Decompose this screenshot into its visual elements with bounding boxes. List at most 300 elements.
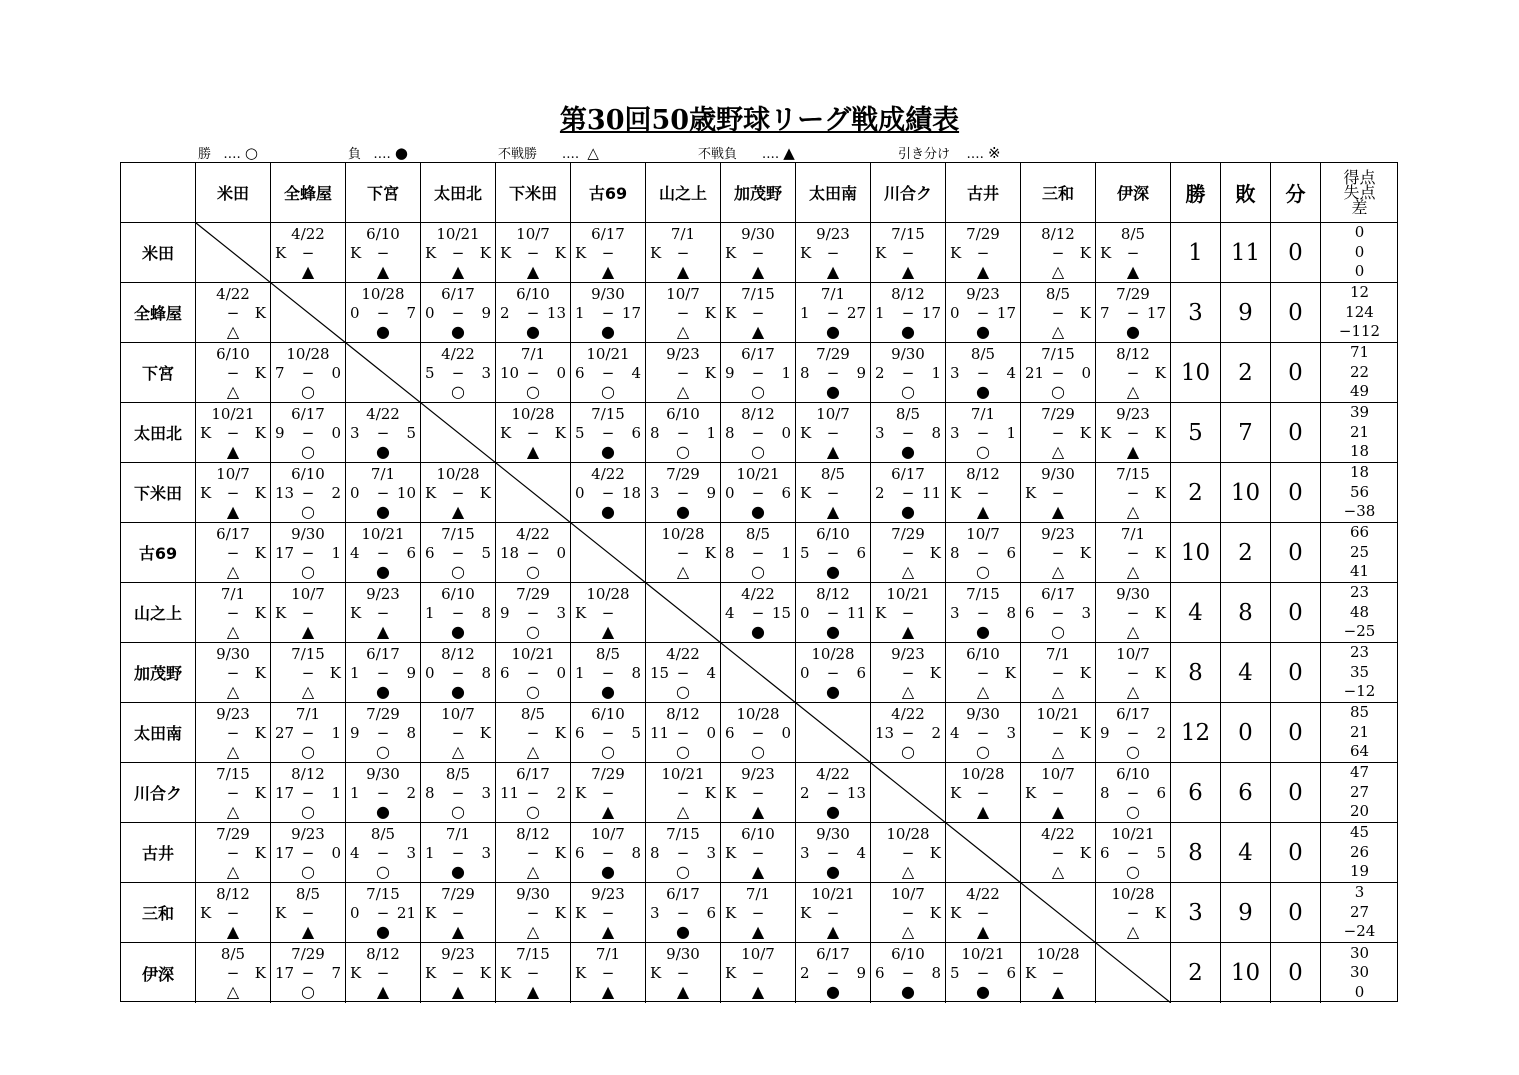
- game-date: 8/12: [216, 885, 250, 903]
- score-dash: −: [376, 544, 390, 562]
- game-date: 6/17: [291, 405, 325, 423]
- result-mark: ▲: [976, 502, 990, 521]
- game-date: 10/7: [216, 465, 250, 483]
- score-dash: −: [526, 604, 540, 622]
- score-dash: −: [1126, 304, 1140, 322]
- team-allowed: 48: [1349, 602, 1370, 621]
- game-date: 4/22: [741, 585, 775, 603]
- score-dash: −: [376, 964, 390, 982]
- game-date: 8/5: [745, 525, 771, 543]
- score-home: 3: [950, 424, 960, 442]
- game-date: 7/15: [966, 585, 1000, 603]
- result-mark: △: [226, 862, 240, 881]
- score-dash: −: [451, 484, 465, 502]
- team-scored: 47: [1349, 763, 1370, 782]
- score-home: 3: [350, 424, 360, 442]
- score-home: 1: [575, 304, 585, 322]
- score-home: K: [650, 244, 662, 262]
- result-mark: ▲: [976, 262, 990, 281]
- result-mark: △: [526, 922, 540, 941]
- game-date: 8/5: [895, 405, 921, 423]
- score-away: K: [554, 244, 566, 262]
- team-diff: −12: [1343, 682, 1376, 701]
- score-home: 8: [650, 844, 660, 862]
- score-home: K: [950, 244, 962, 262]
- score-dash: −: [376, 604, 390, 622]
- game-date: 7/29: [441, 885, 475, 903]
- game-date: 6/17: [666, 885, 700, 903]
- score-away: K: [1154, 904, 1166, 922]
- score-away: 1: [781, 364, 791, 382]
- score-dash: −: [526, 664, 540, 682]
- game-date: 10/21: [736, 465, 780, 483]
- score-dash: −: [751, 964, 765, 982]
- score-away: K: [254, 304, 266, 322]
- score-away: 13: [546, 304, 566, 322]
- row-header: 太田北: [121, 403, 196, 463]
- row-header: 古井: [121, 823, 196, 883]
- game-date: 4/22: [216, 285, 250, 303]
- game-date: 10/21: [961, 945, 1005, 963]
- header-draw: 分: [1271, 163, 1321, 223]
- result-mark: △: [676, 382, 690, 401]
- game-date: 8/12: [816, 585, 850, 603]
- result-mark: △: [1126, 382, 1140, 401]
- game-date: 10/21: [811, 885, 855, 903]
- result-mark: △: [1126, 502, 1140, 521]
- result-mark: ●: [751, 622, 765, 641]
- team-scored: 71: [1349, 343, 1370, 362]
- score-away: K: [554, 844, 566, 862]
- game-date: 8/12: [366, 945, 400, 963]
- score-away: 4: [706, 664, 716, 682]
- score-away: 3: [481, 364, 491, 382]
- score-home: K: [200, 424, 212, 442]
- score-dash: −: [451, 844, 465, 862]
- team-draw: 0: [1271, 523, 1321, 583]
- game-date: 4/22: [516, 525, 550, 543]
- score-dash: −: [976, 544, 990, 562]
- team-score-diff: [1321, 823, 1398, 883]
- score-away: 9: [406, 664, 416, 682]
- result-mark: ▲: [601, 622, 615, 641]
- score-dash: −: [976, 244, 990, 262]
- game-date: 7/29: [291, 945, 325, 963]
- score-away: K: [254, 424, 266, 442]
- team-scored: 0: [1354, 223, 1365, 242]
- score-dash: −: [376, 424, 390, 442]
- game-date: 10/7: [291, 585, 325, 603]
- team-win: 8: [1171, 823, 1221, 883]
- game-date: 10/28: [361, 285, 405, 303]
- score-home: K: [575, 244, 587, 262]
- score-away: K: [254, 844, 266, 862]
- game-date: 8/5: [520, 705, 546, 723]
- team-scored: 85: [1349, 703, 1370, 722]
- game-date: 10/7: [816, 405, 850, 423]
- team-diff: 20: [1349, 802, 1370, 821]
- score-home: K: [725, 964, 737, 982]
- score-home: 7: [1100, 304, 1110, 322]
- score-away: K: [1004, 664, 1016, 682]
- result-mark: ▲: [376, 982, 390, 1001]
- game-date: 9/23: [741, 765, 775, 783]
- score-home: K: [725, 844, 737, 862]
- score-away: K: [1079, 424, 1091, 442]
- score-dash: −: [301, 724, 315, 742]
- result-mark: ○: [526, 562, 540, 581]
- game-date: 9/30: [591, 285, 625, 303]
- result-mark: ○: [376, 742, 390, 761]
- score-home: K: [1025, 784, 1037, 802]
- score-dash: −: [226, 904, 240, 922]
- game-date: 10/21: [361, 525, 405, 543]
- game-date: 8/5: [595, 645, 621, 663]
- game-date: 4/22: [891, 705, 925, 723]
- score-home: 6: [575, 844, 585, 862]
- result-mark: ▲: [451, 922, 465, 941]
- score-away: 3: [481, 784, 491, 802]
- result-mark: ▲: [301, 622, 315, 641]
- team-score-diff: [1321, 583, 1398, 643]
- score-away: 17: [1146, 304, 1166, 322]
- result-mark: ▲: [451, 262, 465, 281]
- score-home: 7: [275, 364, 285, 382]
- team-score-diff: [1321, 223, 1398, 283]
- game-date: 9/30: [966, 705, 1000, 723]
- result-mark: ●: [976, 982, 990, 1001]
- result-mark: ○: [451, 802, 465, 821]
- score-home: 0: [350, 904, 360, 922]
- score-home: 1: [800, 304, 810, 322]
- team-win: 12: [1171, 703, 1221, 763]
- result-mark: ▲: [901, 622, 915, 641]
- team-loss: 9: [1221, 283, 1271, 343]
- result-mark: ▲: [601, 802, 615, 821]
- game-date: 10/7: [741, 945, 775, 963]
- result-mark: ▲: [901, 262, 915, 281]
- score-away: 8: [931, 964, 941, 982]
- score-away: K: [929, 544, 941, 562]
- score-home: K: [350, 604, 362, 622]
- score-dash: −: [676, 484, 690, 502]
- team-score-diff: [1321, 643, 1398, 703]
- score-home: 4: [350, 844, 360, 862]
- team-diff: 0: [1354, 262, 1365, 281]
- result-mark: ○: [301, 502, 315, 521]
- game-date: 9/30: [666, 945, 700, 963]
- team-loss: 6: [1221, 763, 1271, 823]
- score-dash: −: [451, 904, 465, 922]
- score-away: 3: [1081, 604, 1091, 622]
- team-allowed: 22: [1349, 362, 1370, 381]
- team-allowed: 56: [1349, 482, 1370, 501]
- result-mark: ●: [601, 502, 615, 521]
- score-away: 6: [406, 544, 416, 562]
- score-dash: −: [301, 844, 315, 862]
- score-dash: −: [1126, 844, 1140, 862]
- score-dash: −: [976, 664, 990, 682]
- result-mark: ▲: [376, 262, 390, 281]
- header-score-diff: [1321, 163, 1398, 223]
- score-home: 0: [800, 664, 810, 682]
- column-header: 三和: [1021, 163, 1096, 223]
- result-mark: ●: [601, 322, 615, 341]
- game-date: 6/10: [891, 945, 925, 963]
- team-loss: 11: [1221, 223, 1271, 283]
- result-mark: ○: [676, 682, 690, 701]
- team-allowed: 21: [1349, 722, 1370, 741]
- team-win: 10: [1171, 343, 1221, 403]
- score-home: K: [950, 784, 962, 802]
- score-away: K: [479, 724, 491, 742]
- result-mark: ▲: [301, 922, 315, 941]
- score-dash: −: [226, 424, 240, 442]
- game-date: 7/1: [445, 825, 471, 843]
- team-draw: 0: [1271, 223, 1321, 283]
- score-dash: −: [976, 604, 990, 622]
- score-away: 4: [631, 364, 641, 382]
- result-mark: ○: [301, 382, 315, 401]
- game-date: 8/5: [1120, 225, 1146, 243]
- result-mark: ▲: [1051, 502, 1065, 521]
- score-dash: −: [601, 424, 615, 442]
- game-date: 7/1: [970, 405, 996, 423]
- result-mark: ●: [376, 322, 390, 341]
- score-away: K: [704, 364, 716, 382]
- game-date: 4/22: [966, 885, 1000, 903]
- team-diff: −38: [1343, 502, 1376, 521]
- score-away: K: [1154, 424, 1166, 442]
- score-dash: −: [826, 484, 840, 502]
- score-away: 0: [331, 424, 341, 442]
- score-home: 2: [875, 484, 885, 502]
- score-away: 11: [921, 484, 941, 502]
- score-away: 18: [621, 484, 641, 502]
- score-away: K: [1154, 544, 1166, 562]
- result-mark: △: [676, 322, 690, 341]
- score-dash: −: [226, 784, 240, 802]
- score-dash: −: [1051, 424, 1065, 442]
- result-mark: △: [526, 742, 540, 761]
- game-date: 9/30: [741, 225, 775, 243]
- game-date: 4/22: [291, 225, 325, 243]
- game-date: 10/28: [886, 825, 930, 843]
- row-header: 古69: [121, 523, 196, 583]
- score-home: 5: [950, 964, 960, 982]
- team-score-diff: [1321, 403, 1398, 463]
- score-dash: −: [451, 604, 465, 622]
- score-dash: −: [826, 544, 840, 562]
- score-away: 4: [1006, 364, 1016, 382]
- team-loss: 2: [1221, 523, 1271, 583]
- game-date: 6/17: [816, 945, 850, 963]
- team-allowed: 21: [1349, 422, 1370, 441]
- score-dash: −: [751, 724, 765, 742]
- result-mark: ○: [751, 562, 765, 581]
- game-date: 7/1: [745, 885, 771, 903]
- game-date: 7/15: [516, 945, 550, 963]
- score-home: K: [800, 424, 812, 442]
- score-away: K: [554, 904, 566, 922]
- row-header: 下宮: [121, 343, 196, 403]
- score-away: 5: [1156, 844, 1166, 862]
- score-away: K: [704, 544, 716, 562]
- score-away: 1: [331, 784, 341, 802]
- score-away: 8: [481, 604, 491, 622]
- score-home: 8: [1100, 784, 1110, 802]
- result-mark: ●: [826, 802, 840, 821]
- result-mark: ▲: [751, 922, 765, 941]
- score-dash: −: [451, 304, 465, 322]
- score-dash: −: [826, 844, 840, 862]
- result-mark: ●: [601, 442, 615, 461]
- score-dash: −: [751, 904, 765, 922]
- team-win: 2: [1171, 943, 1221, 1003]
- result-mark: ▲: [826, 442, 840, 461]
- score-away: K: [554, 424, 566, 442]
- game-date: 6/10: [516, 285, 550, 303]
- result-mark: △: [976, 682, 990, 701]
- game-date: 10/28: [511, 405, 555, 423]
- score-home: 15: [650, 664, 670, 682]
- game-date: 10/28: [436, 465, 480, 483]
- score-home: 3: [875, 424, 885, 442]
- result-mark: ●: [901, 442, 915, 461]
- score-away: K: [704, 304, 716, 322]
- score-dash: −: [676, 724, 690, 742]
- game-date: 6/10: [441, 585, 475, 603]
- score-home: K: [500, 964, 512, 982]
- score-home: 1: [875, 304, 885, 322]
- game-date: 10/28: [736, 705, 780, 723]
- game-date: 6/17: [741, 345, 775, 363]
- result-mark: ○: [1126, 742, 1140, 761]
- score-home: K: [425, 964, 437, 982]
- score-dash: −: [376, 664, 390, 682]
- header-diff-line: 差: [1351, 198, 1368, 217]
- score-home: 9: [350, 724, 360, 742]
- result-mark: ○: [451, 562, 465, 581]
- game-date: 7/1: [220, 585, 246, 603]
- score-dash: −: [751, 304, 765, 322]
- game-date: 10/28: [586, 585, 630, 603]
- score-dash: −: [1051, 484, 1065, 502]
- game-date: 8/12: [1116, 345, 1150, 363]
- score-away: 6: [781, 484, 791, 502]
- score-dash: −: [451, 544, 465, 562]
- result-mark: ○: [1051, 382, 1065, 401]
- score-dash: −: [226, 664, 240, 682]
- team-score-diff: [1321, 883, 1398, 943]
- score-home: 8: [725, 424, 735, 442]
- score-home: K: [725, 904, 737, 922]
- result-mark: ▲: [751, 262, 765, 281]
- score-away: 11: [846, 604, 866, 622]
- game-date: 8/5: [220, 945, 246, 963]
- legend-draw: 引き分け ‥‥ ※: [898, 144, 1001, 162]
- score-away: 3: [481, 844, 491, 862]
- score-home: 0: [425, 304, 435, 322]
- score-dash: −: [1126, 424, 1140, 442]
- score-away: K: [479, 964, 491, 982]
- score-dash: −: [376, 904, 390, 922]
- result-mark: ○: [676, 862, 690, 881]
- score-dash: −: [601, 304, 615, 322]
- game-date: 9/23: [966, 285, 1000, 303]
- score-dash: −: [301, 604, 315, 622]
- score-home: 17: [275, 784, 295, 802]
- result-mark: △: [451, 742, 465, 761]
- score-dash: −: [676, 904, 690, 922]
- score-home: K: [800, 904, 812, 922]
- score-away: 0: [331, 844, 341, 862]
- score-away: 5: [406, 424, 416, 442]
- result-mark: △: [901, 862, 915, 881]
- result-mark: △: [226, 382, 240, 401]
- score-home: K: [1100, 244, 1112, 262]
- game-date: 7/15: [666, 825, 700, 843]
- score-dash: −: [451, 364, 465, 382]
- score-dash: −: [1126, 604, 1140, 622]
- score-dash: −: [526, 904, 540, 922]
- game-date: 9/23: [666, 345, 700, 363]
- score-home: 9: [500, 604, 510, 622]
- team-diff: 49: [1349, 382, 1370, 401]
- result-mark: △: [1051, 262, 1065, 281]
- game-date: 9/30: [891, 345, 925, 363]
- score-home: 9: [275, 424, 285, 442]
- result-mark: ▲: [226, 502, 240, 521]
- result-mark: ▲: [1051, 982, 1065, 1001]
- team-diff: 18: [1349, 442, 1370, 461]
- team-score-diff: [1321, 763, 1398, 823]
- score-home: K: [500, 424, 512, 442]
- score-away: 3: [706, 844, 716, 862]
- score-dash: −: [376, 724, 390, 742]
- score-home: K: [425, 244, 437, 262]
- row-header: 太田南: [121, 703, 196, 763]
- team-scored: 3: [1354, 883, 1365, 902]
- game-date: 8/5: [295, 885, 321, 903]
- score-home: 5: [425, 364, 435, 382]
- score-home: 8: [725, 544, 735, 562]
- score-away: 21: [396, 904, 416, 922]
- game-date: 9/23: [291, 825, 325, 843]
- result-mark: △: [226, 742, 240, 761]
- score-dash: −: [601, 844, 615, 862]
- score-dash: −: [751, 364, 765, 382]
- score-away: 3: [406, 844, 416, 862]
- score-away: K: [254, 664, 266, 682]
- score-home: 2: [875, 364, 885, 382]
- game-date: 10/21: [1111, 825, 1155, 843]
- score-dash: −: [526, 424, 540, 442]
- game-date: 7/15: [891, 225, 925, 243]
- column-header: 加茂野: [721, 163, 796, 223]
- result-mark: ○: [751, 382, 765, 401]
- team-diff: 41: [1349, 562, 1370, 581]
- score-dash: −: [451, 784, 465, 802]
- game-date: 10/7: [516, 225, 550, 243]
- game-date: 10/28: [661, 525, 705, 543]
- score-home: K: [275, 604, 287, 622]
- game-date: 8/12: [741, 405, 775, 423]
- score-home: 0: [725, 484, 735, 502]
- column-header: 下宮: [346, 163, 421, 223]
- score-home: 1: [425, 604, 435, 622]
- team-win: 3: [1171, 283, 1221, 343]
